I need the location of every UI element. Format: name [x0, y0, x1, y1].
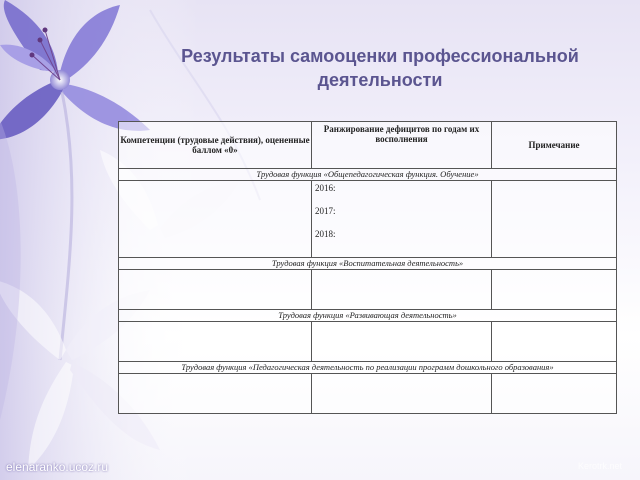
header-competencies: Компетенции (трудовые действия), оцененные баллом «0»	[119, 122, 312, 169]
ranking-cell	[312, 374, 492, 414]
header-ranking: Ранжирование дефицитов по годам их восполнения	[312, 122, 492, 169]
page-title	[150, 44, 610, 92]
note-cell	[492, 270, 617, 310]
corner-logo: Kerotrk.net	[578, 461, 623, 471]
ranking-years-cell	[312, 181, 492, 258]
note-cell	[492, 181, 617, 258]
competency-cell	[119, 322, 312, 362]
year-2016-label: 2016:	[315, 183, 336, 193]
function-row-preschool: Трудовая функция «Педагогическая деятельность по реализации программ дошкольного образования»	[119, 362, 617, 374]
page-title-line-1: Результаты самооценки профессиональной	[181, 46, 579, 66]
results-table	[118, 121, 617, 414]
header-note: Примечание	[492, 122, 617, 169]
competency-cell	[119, 270, 312, 310]
function-row-upbringing: Трудовая функция «Воспитательная деятельность»	[119, 258, 617, 270]
site-watermark: elenaranko.ucoz.ru	[6, 460, 109, 474]
note-cell	[492, 374, 617, 414]
page-title-line-2: деятельности	[317, 70, 443, 90]
function-row-developing: Трудовая функция «Развивающая деятельность»	[119, 310, 617, 322]
ranking-cell	[312, 322, 492, 362]
ranking-cell	[312, 270, 492, 310]
competency-cell	[119, 181, 312, 258]
function-row-teaching: Трудовая функция «Общепедагогическая функция. Обучение»	[119, 169, 617, 181]
note-cell	[492, 322, 617, 362]
year-2017-label: 2017:	[315, 206, 336, 216]
year-2018-label: 2018:	[315, 229, 336, 239]
competency-cell	[119, 374, 312, 414]
